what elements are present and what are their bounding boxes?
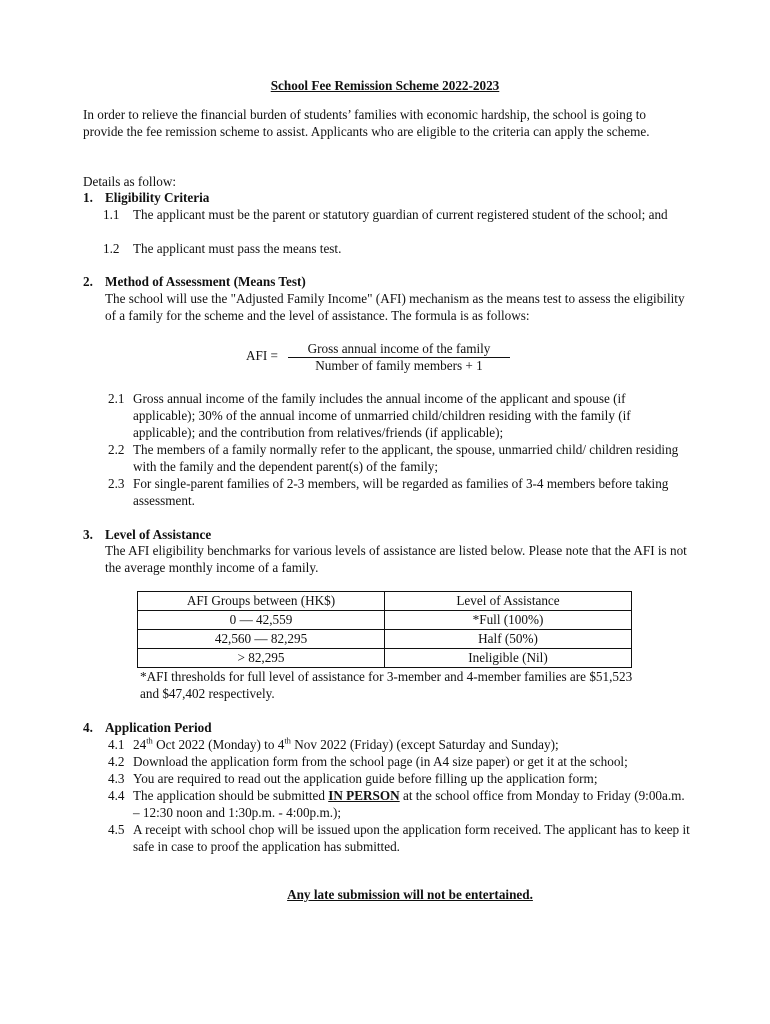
item-text: The applicant must pass the means test. — [133, 241, 342, 256]
table-cell: Half (50%) — [385, 630, 632, 649]
table-cell: 0 — 42,559 — [138, 611, 385, 630]
item-text: The members of a family normally refer to the applicant, the spouse, unmarried child/ children residing with the family and the dependent parent(s) of the family; — [133, 442, 679, 474]
text-post: at the school office from Monday to Friday (9:00a.m. – 12:30 noon and 1:30p.m. - 4:00p.m.); — [133, 788, 685, 820]
document-title: School Fee Remission Scheme 2022-2023 — [270, 78, 500, 93]
item-text: Gross annual income of the family includes the annual income of the applicant and spouse (if applicable); 30% of the annual income of unmarried child/children residing with the family (if applicable); and the contribution from relatives/friends (if applicable); — [133, 391, 631, 440]
item-text — [133, 737, 691, 754]
section-4-heading — [83, 720, 212, 737]
table-cell: 42,560 — 82,295 — [138, 630, 385, 649]
item-text — [133, 788, 691, 822]
table-header-row — [138, 592, 632, 611]
ordinal-suffix: th — [284, 735, 291, 746]
formula-lhs: AFI = — [246, 348, 278, 363]
formula-denominator: Number of family members + 1 — [315, 358, 483, 373]
date-range-middle: Oct 2022 (Monday) to 4 — [152, 737, 285, 752]
section-2-paragraph: The school will use the "Adjusted Family Income" (AFI) mechanism as the means test to assess the eligibility of a family for the scheme and the level of assistance. The formula is as follows: — [105, 291, 685, 323]
late-submission-notice: Any late submission will not be entertained. — [287, 887, 533, 902]
item-number: 1.1 — [103, 207, 120, 222]
item-number: 4.2 — [108, 754, 125, 769]
item-number: 4.4 — [108, 788, 125, 803]
item-number: 4.1 — [108, 737, 125, 752]
list-item — [108, 476, 691, 510]
table-row — [138, 611, 632, 630]
table-header: Level of Assistance — [385, 592, 632, 611]
item-number: 4.3 — [108, 771, 125, 786]
section-3-paragraph: The AFI eligibility benchmarks for various levels of assistance are listed below. Please note that the AFI is not the average monthly income of a family. — [105, 543, 687, 575]
item-text: You are required to read out the application guide before filling up the application form; — [133, 771, 598, 786]
list-item — [108, 788, 691, 822]
section-3-title: Level of Assistance — [105, 527, 212, 542]
list-item — [108, 754, 691, 771]
item-text: For single-parent families of 2-3 members, will be regarded as families of 3-4 members before taking assessment. — [133, 476, 669, 508]
section-2-title: Method of Assessment (Means Test) — [105, 274, 306, 289]
start-day: 24 — [133, 737, 147, 752]
afi-formula — [0, 341, 770, 375]
in-person-emphasis: IN PERSON — [328, 788, 400, 803]
section-1-title: Eligibility Criteria — [105, 190, 210, 205]
section-3-heading — [83, 527, 211, 544]
item-number: 1.2 — [103, 241, 120, 256]
table-cell: *Full (100%) — [385, 611, 632, 630]
intro-paragraph: In order to relieve the financial burden of students’ families with economic hardship, the school is going to provide the fee remission scheme to assist. Applicants who are eligible to the criteria can apply the scheme. — [83, 107, 650, 139]
item-text: The applicant must be the parent or statutory guardian of current registered student of the school; and — [133, 207, 668, 222]
list-item — [108, 442, 691, 476]
item-text: A receipt with school chop will be issued upon the application form received. The applicant has to keep it safe in case to proof the application has submitted. — [133, 822, 690, 854]
section-1-heading — [83, 190, 209, 207]
item-number: 4.5 — [108, 822, 125, 837]
table-footnote: *AFI thresholds for full level of assistance for 3-member and 4-member families are $51,523 and $47,402 respectively. — [140, 669, 633, 701]
list-item — [108, 822, 691, 856]
table-header: AFI Groups between (HK$) — [138, 592, 385, 611]
ordinal-suffix: th — [146, 735, 153, 746]
afi-table — [137, 591, 632, 668]
table-cell: Ineligible (Nil) — [385, 649, 632, 668]
list-item — [103, 207, 693, 224]
table-row — [138, 630, 632, 649]
list-item — [108, 391, 691, 441]
date-range-end: Nov 2022 (Friday) (except Saturday and Sunday); — [290, 737, 559, 752]
section-3-number: 3. — [83, 527, 93, 542]
section-2-heading — [83, 274, 306, 291]
section-4-title: Application Period — [105, 720, 212, 735]
table-cell: > 82,295 — [138, 649, 385, 668]
list-item — [108, 737, 691, 754]
list-item — [103, 241, 693, 258]
item-number: 2.1 — [108, 391, 125, 406]
item-number: 2.2 — [108, 442, 125, 457]
section-4-number: 4. — [83, 720, 93, 735]
table-row — [138, 649, 632, 668]
item-text: Download the application form from the school page (in A4 size paper) or get it at the school; — [133, 754, 628, 769]
details-label: Details as follow: — [83, 174, 177, 189]
section-1-number: 1. — [83, 190, 93, 205]
list-item — [108, 771, 691, 788]
section-2-number: 2. — [83, 274, 93, 289]
item-number: 2.3 — [108, 476, 125, 491]
formula-numerator: Gross annual income of the family — [307, 341, 491, 356]
text-pre: The application should be submitted — [133, 788, 329, 803]
